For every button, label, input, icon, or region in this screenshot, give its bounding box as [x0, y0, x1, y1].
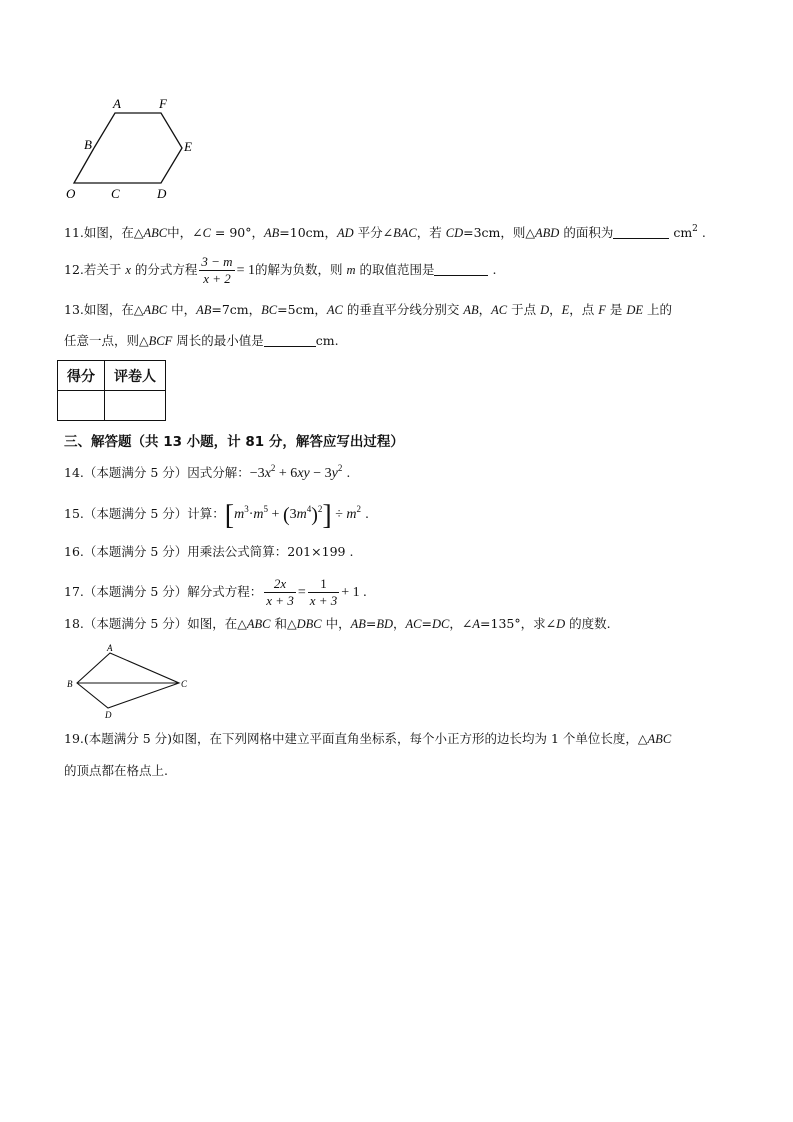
label-B: B: [84, 137, 92, 152]
q12-text: 的取值范围是: [355, 262, 435, 277]
kite-outline: [77, 653, 179, 708]
q11-abc: ABC: [143, 226, 168, 240]
q18-dc: DC: [432, 617, 450, 631]
q12-text: 的分式方程: [130, 262, 198, 277]
q17-fraction-left: [264, 576, 296, 609]
q11-text: 平分∠: [353, 225, 394, 240]
q11-text: ，若: [416, 225, 446, 240]
q18-abc: ABC: [246, 617, 271, 631]
q11-end: .: [701, 225, 706, 240]
q13-de: DE: [626, 303, 644, 317]
hexagon-figure: [60, 92, 210, 202]
q13-text: =7cm，: [211, 302, 262, 317]
q13-text: ，: [478, 302, 492, 317]
kite-figure: [64, 644, 190, 720]
label-F: F: [159, 96, 167, 111]
q13-text: 的垂直平分线分别交: [342, 302, 464, 317]
q18-a: A: [472, 617, 481, 631]
label-A: A: [107, 644, 113, 653]
q13-text: 于点: [507, 302, 541, 317]
q13-ab: AB: [196, 303, 212, 317]
label-D: D: [157, 186, 167, 201]
label-D: D: [105, 710, 112, 720]
grader-cell[interactable]: [105, 391, 166, 421]
q18-dbc: DBC: [296, 617, 322, 631]
q17-tail: + 1 .: [341, 585, 367, 600]
q12-fraction: [199, 254, 234, 287]
q12-text: 12.若关于: [64, 262, 126, 277]
q17-denominator: x + 3: [309, 593, 338, 608]
score-cell[interactable]: [58, 391, 105, 421]
answer-blank[interactable]: [264, 332, 316, 347]
label-E: E: [184, 139, 192, 154]
question-13-line2: [64, 332, 339, 350]
q13-text: 13.如图，在△: [64, 302, 144, 317]
q19-abc: ABC: [647, 732, 672, 746]
q18-ab: AB: [350, 617, 366, 631]
q13-ac: AC: [491, 303, 508, 317]
q16-text: 16.（本题满分 5 分）用乘法公式简算：201×199 .: [64, 544, 354, 559]
q13-text: ，: [549, 302, 562, 317]
q11-text: =10cm，: [279, 225, 338, 240]
q13-ac: AC: [326, 303, 343, 317]
q17-numerator: 1: [320, 576, 327, 591]
hexagon-outline: [94, 113, 182, 183]
q11-unit: cm: [673, 225, 693, 240]
q18-text: 中，: [321, 616, 351, 631]
q17-text: 17.（本题满分 5 分）解分式方程：: [64, 584, 263, 599]
q12-m: m: [346, 263, 356, 277]
q11-cd: CD: [445, 226, 464, 240]
q18-text: 的度数.: [565, 616, 611, 631]
answer-blank[interactable]: [434, 261, 488, 276]
section-heading: 三、解答题（共 13 小题，计 81 分，解答应写出过程）: [64, 434, 404, 450]
q13-text: ，点: [569, 302, 599, 317]
q18-text: =: [421, 616, 433, 631]
q14-text: 14.（本题满分 5 分）因式分解：: [64, 465, 250, 480]
q15-text: 15.（本题满分 5 分）计算：: [64, 506, 225, 521]
q14-end: .: [346, 465, 351, 480]
question-12: [64, 254, 496, 287]
q11-text: = 90°，: [210, 225, 265, 240]
score-header: 得分: [58, 361, 105, 391]
q12-denominator: x + 2: [199, 270, 234, 287]
q11-ab: AB: [264, 226, 280, 240]
q18-text: =135°，求∠: [480, 616, 557, 631]
question-17: 17.（本题满分 5 分）解分式方程： $\frac{2x}{x + 3}$ = $\frac{1}{x + 3}$ + 1 .: [64, 576, 367, 608]
q13-text: cm.: [315, 333, 339, 348]
question-13-line1: [64, 301, 672, 319]
q13-e: E: [561, 303, 570, 317]
q12-text: 的解为负数，则: [254, 262, 347, 277]
q13-d: D: [540, 303, 550, 317]
q13-bc: BC: [261, 303, 278, 317]
q13-text: 中，: [167, 302, 197, 317]
q13-ab: AB: [463, 303, 479, 317]
label-C: C: [181, 679, 188, 689]
q13-abc: ABC: [143, 303, 168, 317]
q19-text: 19.(本题满分 5 分)如图，在下列网格中建立平面直角坐标系，每个小正方形的边长均为 1 个单位长度，△: [64, 731, 648, 746]
q13-text: 是: [605, 302, 627, 317]
q14-expression: $-3x^2 + 6xy - 3y^2$: [249, 463, 343, 481]
q18-text: 18.（本题满分 5 分）如图，在△: [64, 616, 247, 631]
q13-text: =5cm，: [277, 302, 327, 317]
question-19-line1: [64, 730, 671, 748]
q18-bd: BD: [376, 617, 394, 631]
q15-end: .: [365, 506, 370, 521]
question-11: [64, 224, 706, 242]
q18-text: 和△: [270, 616, 297, 631]
triangle-obc: [74, 148, 115, 183]
q18-ac: AC: [405, 617, 422, 631]
q12-end: .: [492, 262, 497, 277]
q11-text: 的面积为: [559, 225, 614, 240]
question-15: [64, 500, 370, 531]
q17-denominator: x + 3: [266, 593, 294, 608]
q11-unit-sup: 2: [692, 224, 698, 234]
q12-eq: = 1: [236, 263, 255, 278]
label-A: A: [113, 96, 121, 111]
q13-text: 任意一点，则△: [64, 333, 149, 348]
answer-blank[interactable]: [613, 224, 669, 239]
q19-text: 的顶点都在格点上.: [64, 763, 168, 778]
score-table: [57, 360, 166, 421]
question-16: [64, 543, 353, 561]
q11-bac: BAC: [393, 226, 417, 240]
label-O: O: [66, 186, 76, 201]
q11-c: C: [202, 226, 211, 240]
q18-text: ，: [393, 616, 406, 631]
question-18: [64, 615, 611, 633]
q18-d: D: [556, 617, 566, 631]
q17-numerator: 2x: [273, 576, 287, 591]
q13-bcf: BCF: [148, 334, 173, 348]
q15-expression: $[m^3\cdot m^5 + (3m^4)^2] \div m^2$: [224, 500, 362, 531]
q18-text: ，∠: [449, 616, 473, 631]
label-B: B: [67, 679, 73, 689]
q11-abd: ABD: [535, 226, 560, 240]
q13-text: 上的: [643, 302, 673, 317]
q11-text: 11.如图，在△: [64, 225, 144, 240]
question-14: [64, 464, 350, 483]
q12-x: x: [125, 263, 131, 277]
question-19-line2: [64, 762, 168, 780]
q13-f: F: [598, 303, 606, 317]
q18-text: =: [365, 616, 377, 631]
q17-fraction-right: [308, 576, 340, 609]
q12-numerator: 3 − m: [201, 254, 233, 269]
q11-text: =3cm，则△: [463, 225, 536, 240]
q11-text: 中，∠: [167, 225, 203, 240]
q11-ad: AD: [337, 226, 354, 240]
label-C: C: [111, 186, 120, 201]
q13-text: 周长的最小值是: [172, 333, 264, 348]
grader-header: 评卷人: [105, 361, 166, 391]
